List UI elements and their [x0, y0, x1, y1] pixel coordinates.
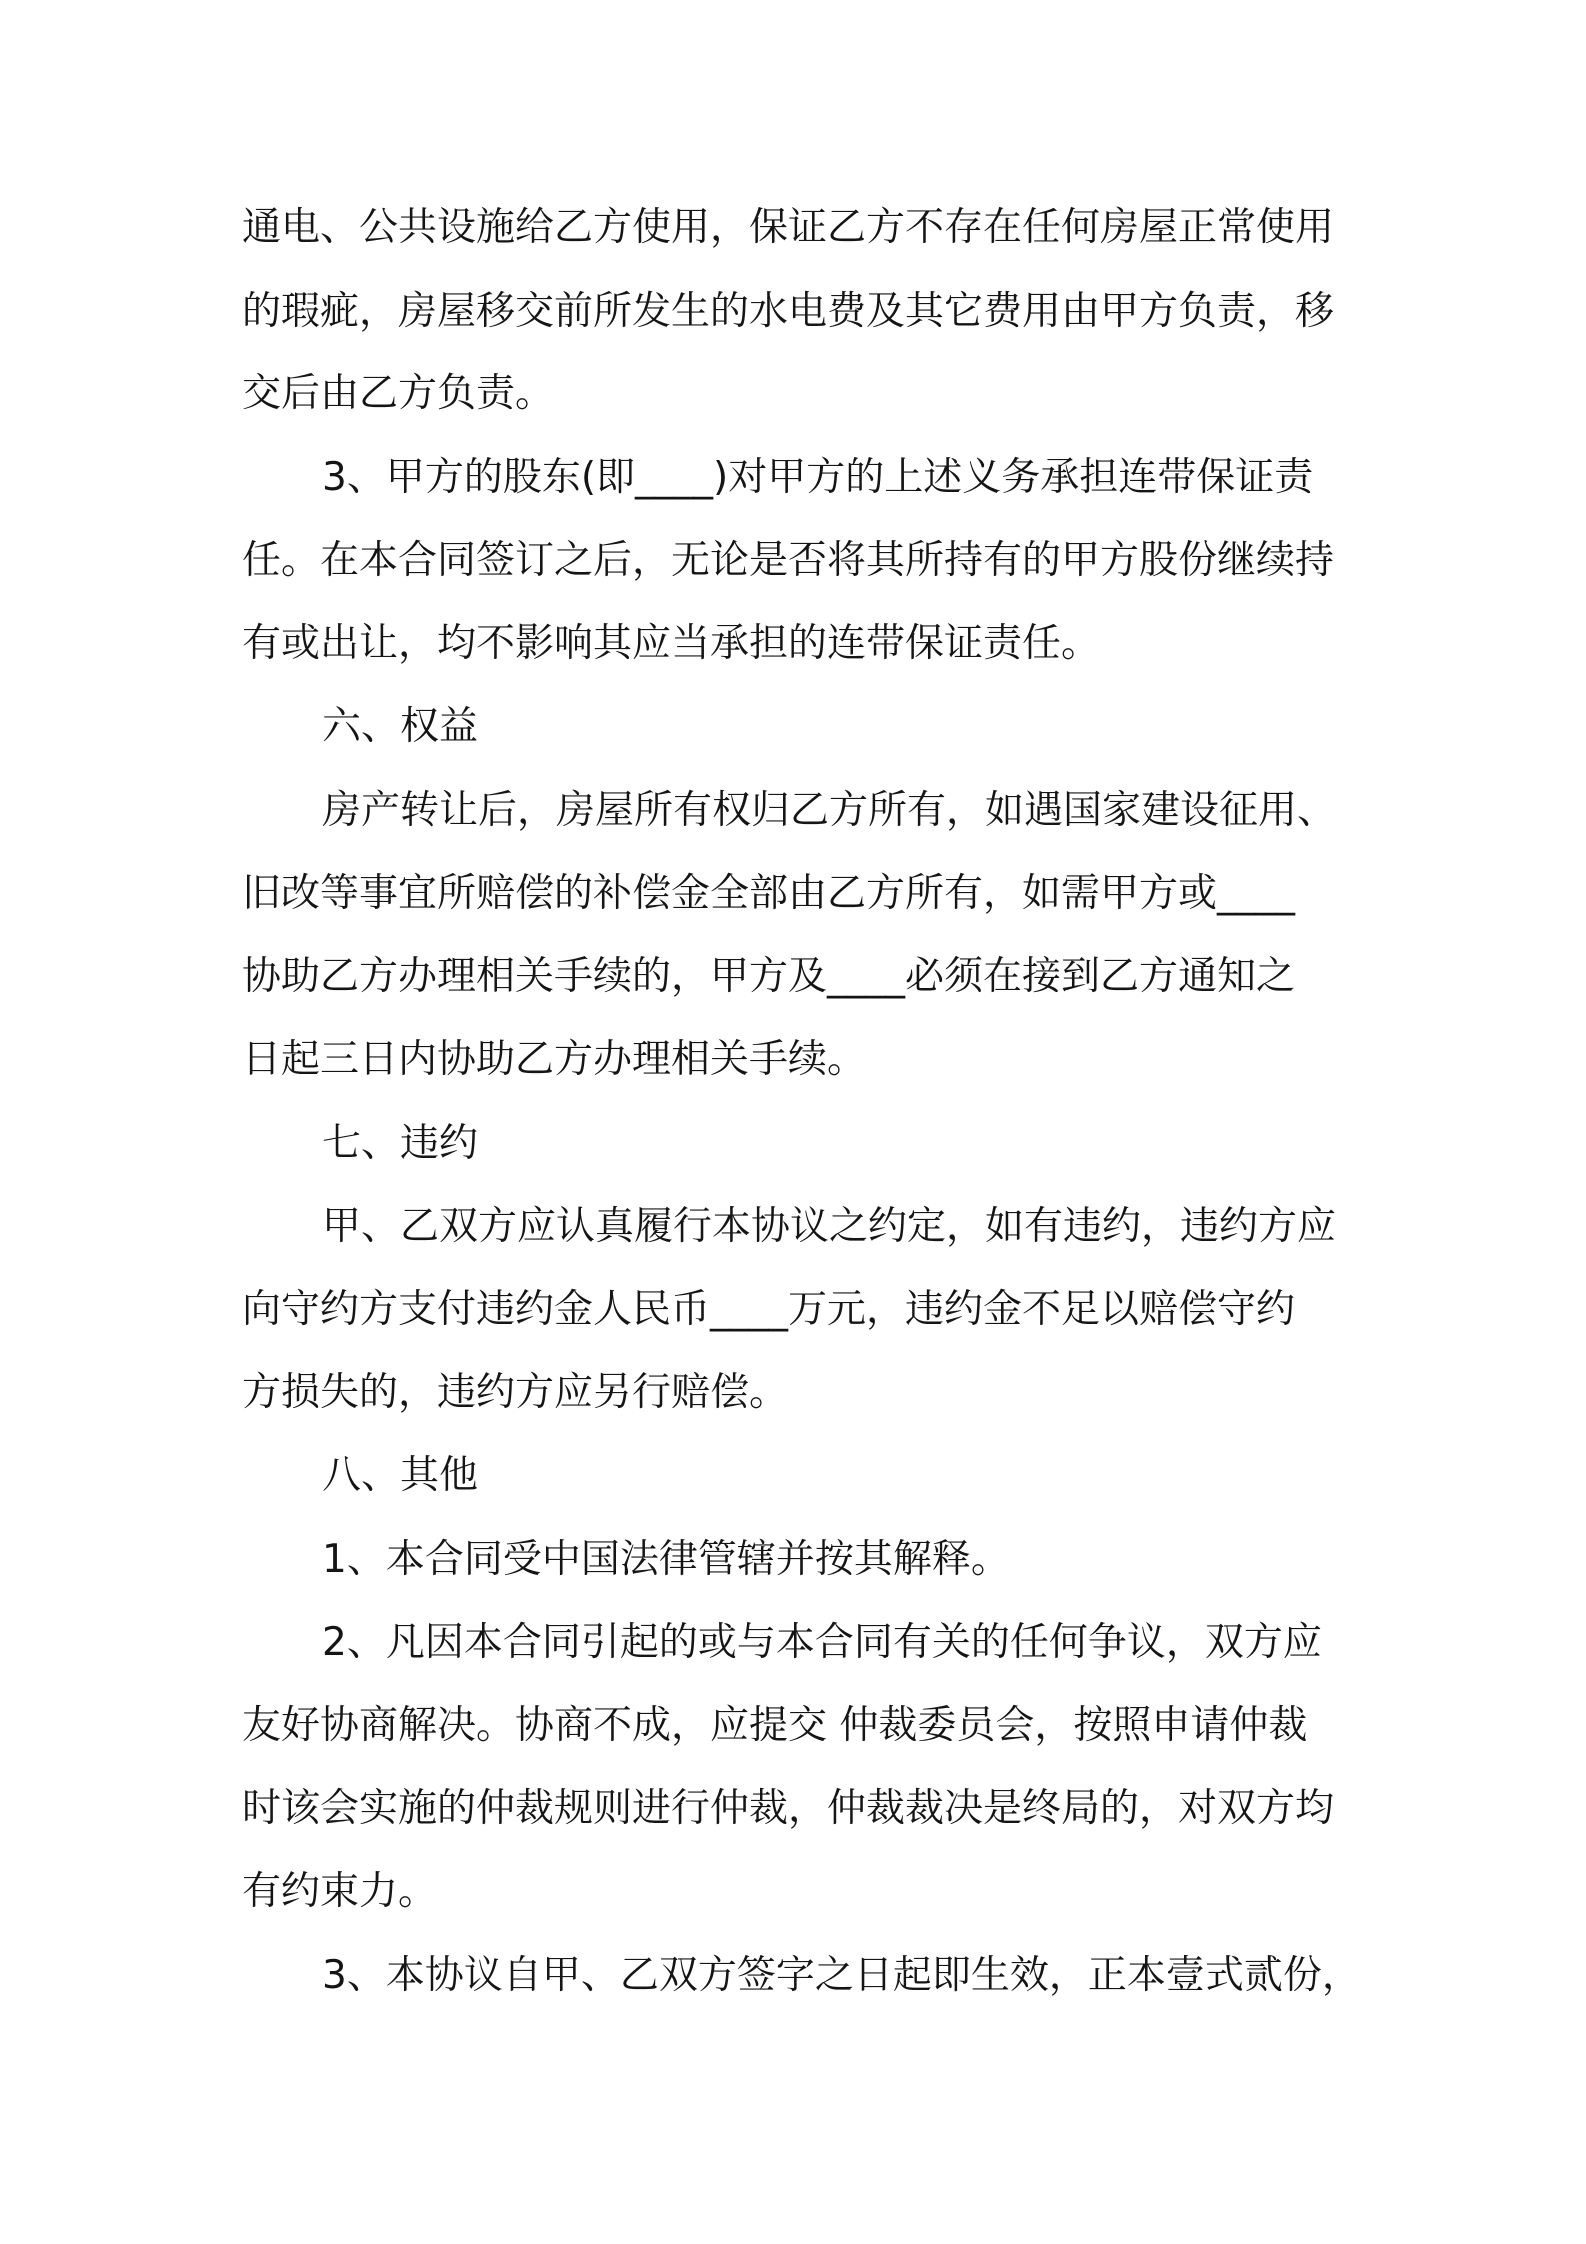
clause-2-line: 2、凡因本合同引起的或与本合同有关的任何争议，双方应: [322, 1620, 1322, 1665]
body-text-line: 旧改等事宜所赔偿的补偿金全部由乙方所有，如需甲方或____: [242, 871, 1296, 916]
body-text-line: 通电、公共设施给乙方使用，保证乙方不存在任何房屋正常使用: [242, 205, 1335, 250]
body-text-line: 的瑕疵，房屋移交前所发生的水电费及其它费用由甲方负责，移: [242, 289, 1335, 334]
section-heading-rights: 六、权益: [322, 704, 479, 749]
section-heading-breach: 七、违约: [322, 1121, 479, 1166]
body-text-line: 交后由乙方负责。: [242, 371, 555, 416]
clause-3-line: 3、本协议自甲、乙双方签字之日起即生效，正本壹式贰份，: [322, 1953, 1361, 1998]
body-text-line: 任。在本合同签订之后，无论是否将其所持有的甲方股份继续持: [242, 538, 1335, 583]
section-heading-other: 八、其他: [322, 1453, 479, 1498]
body-text-line: 协助乙方办理相关手续的，甲方及____必须在接到乙方通知之: [242, 954, 1296, 999]
clause-1-line: 1、本合同受中国法律管辖并按其解释。: [322, 1537, 1010, 1582]
body-text-line: 房产转让后，房屋所有权归乙方所有，如遇国家建设征用、: [322, 788, 1337, 833]
body-text-line: 甲、乙双方应认真履行本协议之约定，如有违约，违约方应: [322, 1204, 1337, 1249]
body-text-line: 时该会实施的仲裁规则进行仲裁，仲裁裁决是终局的，对双方均: [242, 1786, 1335, 1831]
body-text-line: 日起三日内协助乙方办理相关手续。: [242, 1037, 867, 1082]
body-text-line: 方损失的，违约方应另行赔偿。: [242, 1370, 789, 1415]
body-text-line: 友好协商解决。协商不成，应提交 仲裁委员会，按照申请仲裁: [242, 1703, 1308, 1748]
body-text-line: 有约束力。: [242, 1869, 438, 1914]
body-text-line: 有或出让，均不影响其应当承担的连带保证责任。: [242, 621, 1101, 666]
clause-3-line: 3、甲方的股东(即____)对甲方的上述义务承担连带保证责: [322, 455, 1314, 500]
body-text-line: 向守约方支付违约金人民币____万元，违约金不足以赔偿守约: [242, 1287, 1296, 1332]
